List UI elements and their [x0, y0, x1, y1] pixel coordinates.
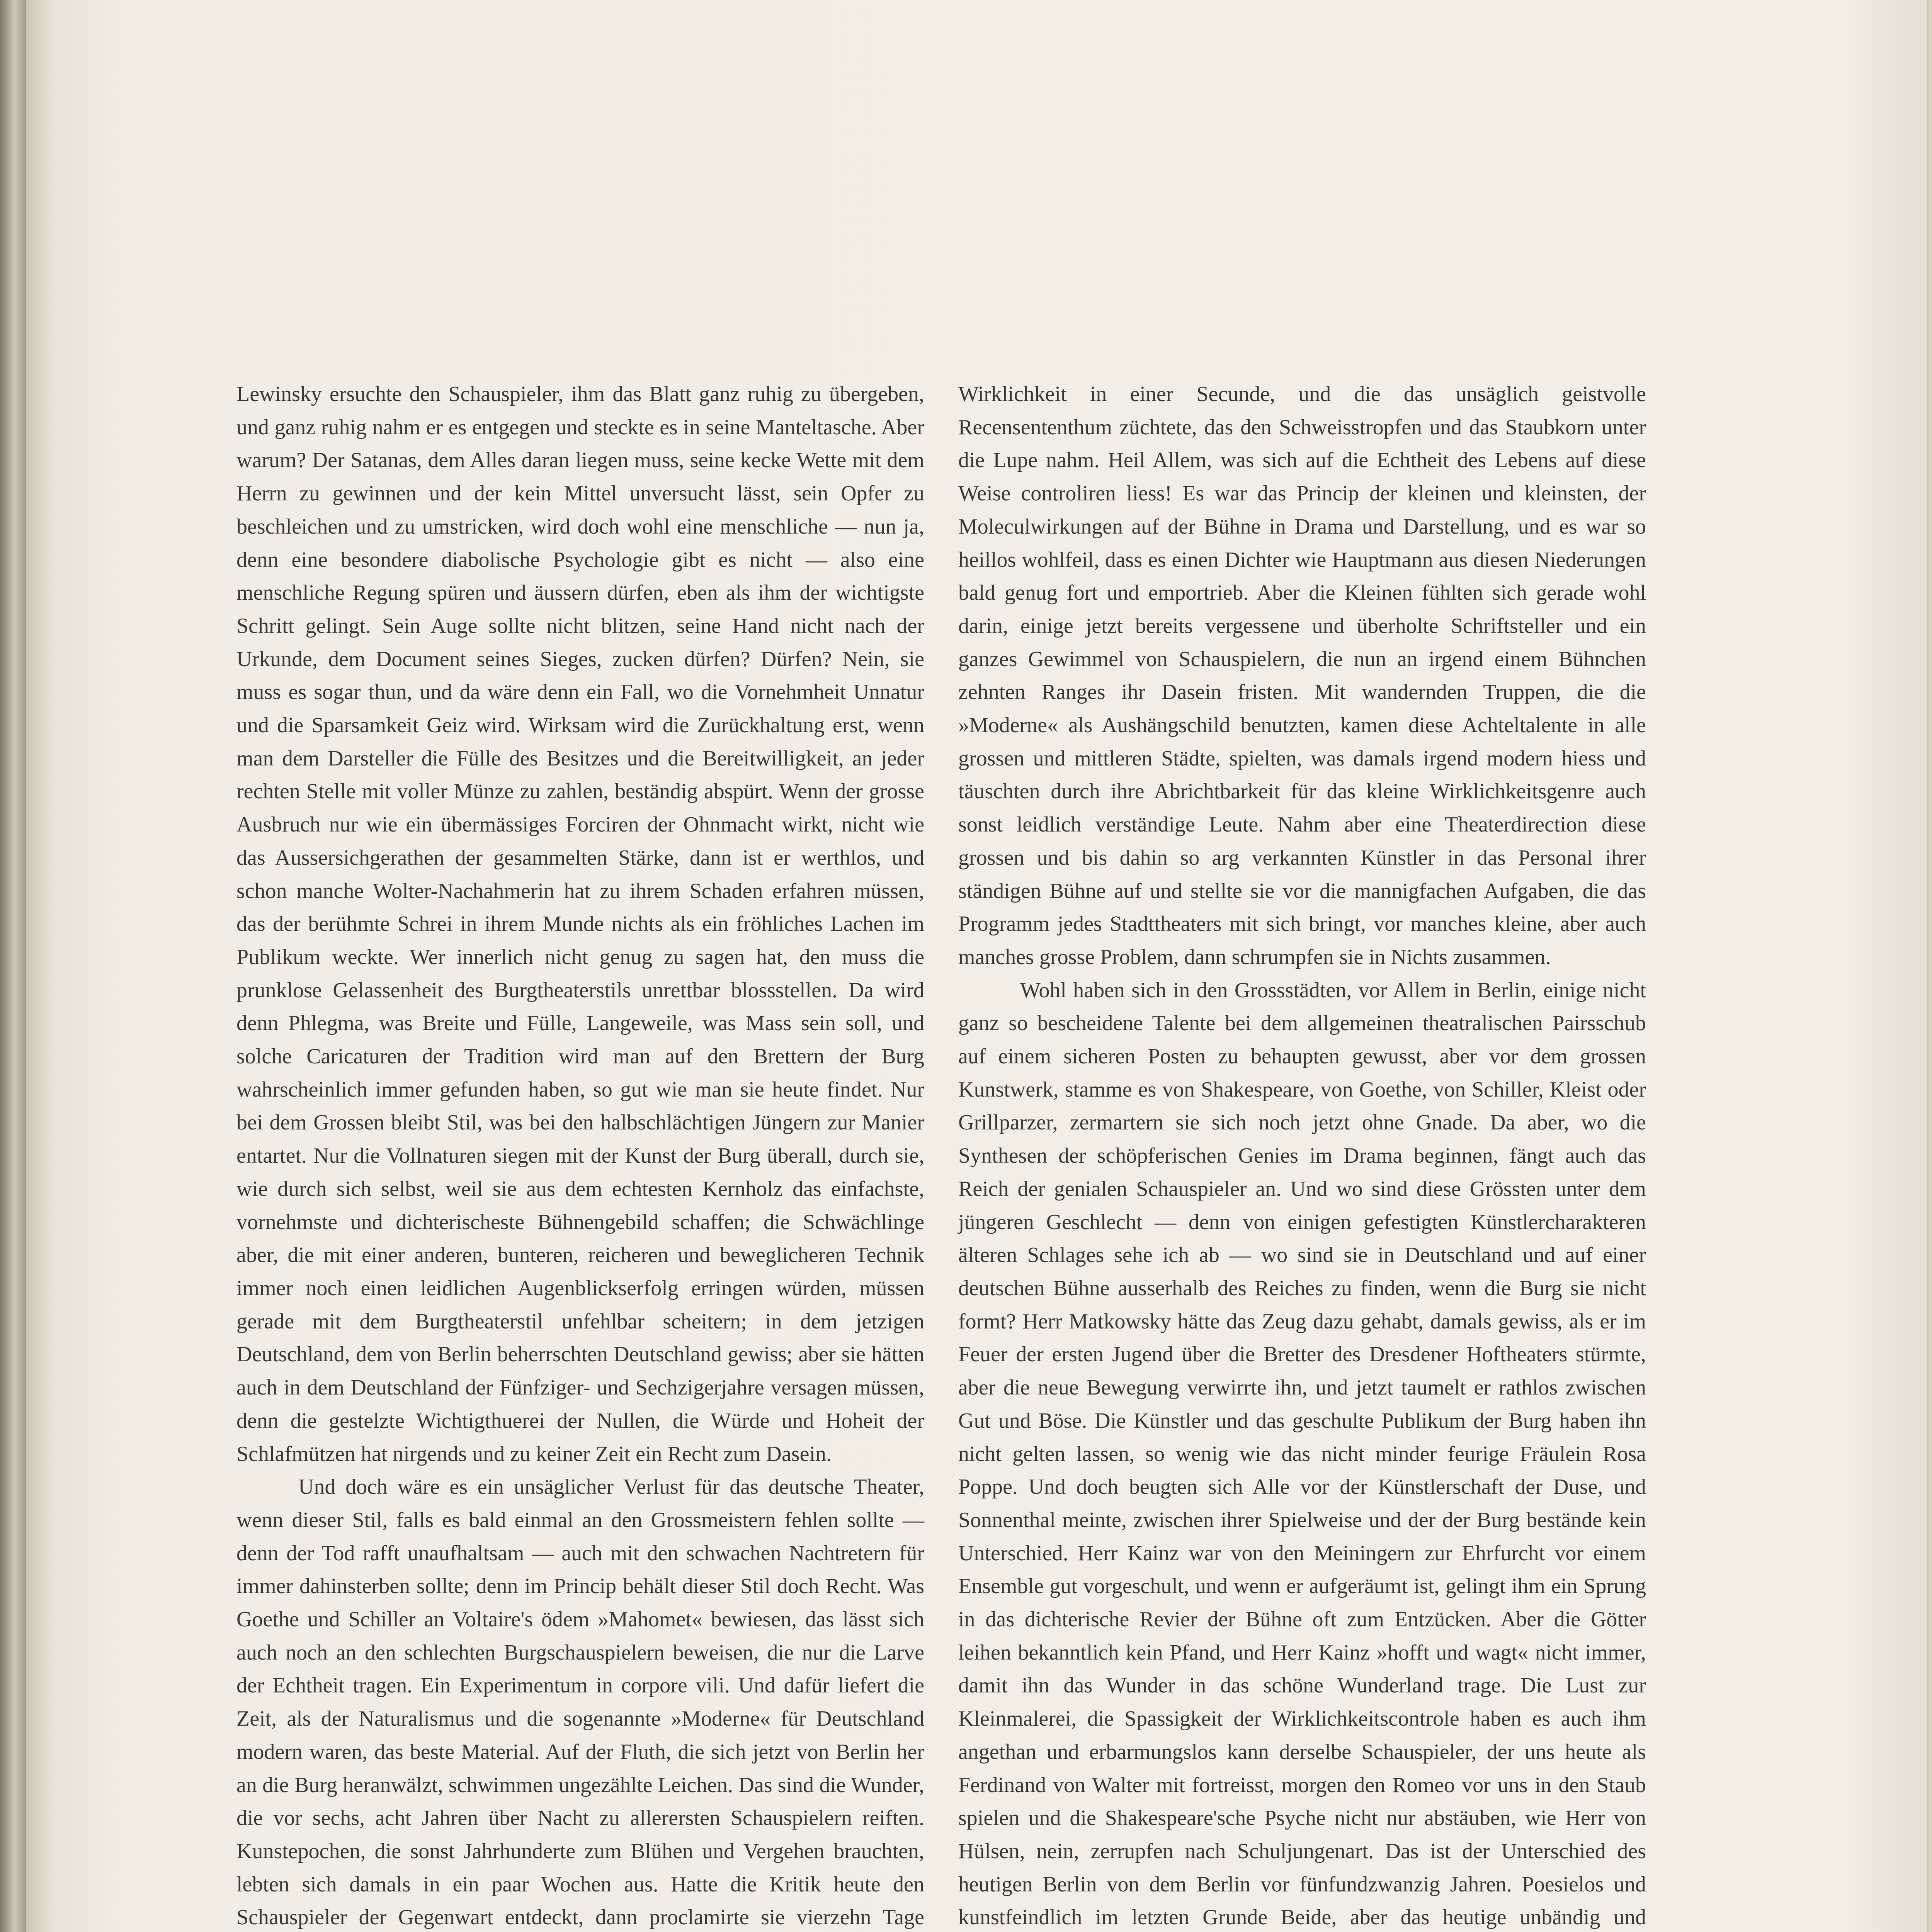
page-edges: [1927, 0, 1932, 1932]
previous-page-edge: [0, 0, 26, 1932]
paragraph: Lewinsky ersuchte den Schauspieler, ihm das Blatt ganz ruhig zu übergeben, und ganz ruhig nahm er es entgegen und steckte es in seine Manteltasche. Aber warum? Der Satanas, dem Alles daran liegen muss, seine kecke Wette mit dem Herrn zu gewinnen und der kein Mittel unversucht lässt, sein Opfer zu beschleichen und zu umstricken, wird doch wohl eine menschliche — nun ja, denn eine besondere diabolische Psychologie gibt es nicht — also eine menschliche Regung spüren und äussern dürfen, eben als ihm der wichtigste Schritt gelingt. Sein Auge sollte nicht blitzen, seine Hand nicht nach der Urkunde, dem Document seines Sieges, zucken dürfen? Dürfen? Nein, sie muss es sogar thun, und da wäre denn ein Fall, wo die Vornehmheit Unnatur und die Sparsamkeit Geiz wird. Wirksam wird die Zurückhaltung erst, wenn man dem Darsteller die Fülle des Besitzes und die Bereitwilligkeit, an jeder rechten Stelle mit voller Münze zu zahlen, beständig abspürt. Wenn der grosse Ausbruch nur wie ein übermässiges Forciren der Ohnmacht wirkt, nicht wie das Aussersichgerathen der gesammelten Stärke, dann ist er werthlos, und schon manche Wolter-Nachahmerin hat zu ihrem Schaden erfahren müssen, das der berühmte Schrei in ihrem Munde nichts als ein fröhliches Lachen im Publikum weckte. Wer innerlich nicht genug zu sagen hat, den muss die prunklose Gelassenheit des Burgtheaterstils unrettbar blossstellen. Da wird denn Phlegma, was Breite und Fülle, Langeweile, was Mass sein soll, und solche Caricaturen der Tradition wird man auf den Brettern der Burg wahrscheinlich immer gefunden haben, so gut wie man sie heute findet. Nur bei dem Grossen bleibt Stil, was bei den halbschlächtigen Jüngern zur Manier entartet. Nur die Vollnaturen siegen mit der Kunst der Burg überall, durch sie, wie durch sich selbst, weil sie aus dem echtesten Kernholz das einfachste, vornehmste und dichterischeste Bühnengebild schaffen; die Schwächlinge aber, die mit einer anderen, bunteren, reicheren und beweglicheren Technik immer noch einen leidlichen Augenblickserfolg erringen würden, müssen gerade mit dem Burgtheaterstil unfehlbar scheitern; in dem jetzigen Deutschland, dem von Berlin beherrschten Deutschland gewiss; aber sie hätten auch in dem Deutschland der Fünfziger- und Sechzigerjahre versagen müssen, denn die gestelzte Wichtigthuerei der Nullen, die Würde und Hoheit der Schlafmützen hat nirgends und zu keiner Zeit ein Recht zum Dasein.: [236, 382, 924, 1466]
paragraph: Und doch wäre es ein unsäglicher Verlust für das deutsche Theater, wenn dieser Stil, falls es bald einmal an den Grossmeistern fehlen sollte — denn der Tod rafft unaufhaltsam — auch mit den schwachen Nachtretern für immer dahinsterben sollte; denn im Princip behält dieser Stil doch Recht. Was Goethe und Schiller an Voltaire's ödem »Mahomet« bewiesen, das lässt sich auch noch an den schlechten Burgschauspielern beweisen, die nur die Larve der Echtheit tragen. Ein Experimentum in corpore vili. Und dafür liefert die Zeit, als der Naturalismus und die sogenannte »Moderne« für Deutschland modern waren, das beste Material. Auf der Fluth, die sich jetzt von Berlin her an die Burg heranwälzt, schwimmen ungezählte Leichen. Das sind die Wunder, die vor sechs, acht Jahren über Nacht zu allerersten Schauspielern reiften. Kunstepochen, die sonst Jahrhunderte zum Blühen und Vergehen brauchten, lebten sich damals in ein paar Wochen aus. Hatte die Kritik heute den Schauspieler der Gegenwart entdeckt, dann proclamirte sie vierzehn Tage: [236, 1475, 924, 1930]
paragraph: Wohl haben sich in den Grossstädten, vor Allem in Berlin, einige nicht ganz so bescheidene Talente bei dem allgemeinen theatralischen Pairsschub auf einem sicheren Posten zu behaupten gewusst, aber vor dem grossen Kunstwerk, stamme es von Shakespeare, von Goethe, von Schiller, Kleist oder Grillparzer, zermartern sie sich noch jetzt ohne Gnade. Da aber, wo die Synthesen der schöpferischen Genies im Drama beginnen, fängt auch das Reich der genialen Schauspieler an. Und wo sind diese Grössten unter dem jüngeren Geschlecht — denn von einigen gefestigten Künstlercharakteren älteren Schlages sehe ich ab — wo sind sie in Deutschland und auf einer deutschen Bühne ausserhalb des Reiches zu finden, wenn die Burg sie nicht formt? Herr Matkowsky hätte das Zeug dazu gehabt, damals gewiss, als er im Feuer der ersten Jugend über die Bretter des Dresdener Hoftheaters stürmte, aber die neue Bewegung verwirrte ihn, und jetzt taumelt er rathlos zwischen Gut und Böse. Die Künstler und das geschulte Publikum der Burg haben ihn nicht gelten lassen, so wenig wie das nicht minder feurige Fräulein Rosa Poppe. Und doch beugten sich Alle vor der Künstlerschaft der Duse, und Sonnenthal meinte, zwischen ihrer Spielweise und der der Burg bestände kein Unterschied. Herr Kainz war von den Meiningern zur Ehrfurcht vor einem Ensemble gut vorgeschult, und wenn er aufgeräumt ist, gelingt ihm ein Sprung in das dichterische Revier der Bühne oft zum Entzücken. Aber die Götter leihen bekanntlich kein Pfand, und Herr Kainz »hofft und wagt« nicht immer, damit ihn das Wunder in das schöne Wunderland trage. Die Lust zur Kleinmalerei, die Spassigkeit der Wirklichkeitscontrole haben es auch ihm angethan und erbarmungslos kann derselbe Schauspieler, der uns heute als Ferdinand von Walter mit fortreisst, morgen den Romeo vor uns in den Staub spielen und die Shakespeare'sche Psyche nicht nur abstäuben, wie Herr von Hülsen, nein, zerrupfen nach Schuljungenart. Das ist der Unterschied des heutigen Berlin von dem Berlin vor fünfundzwanzig Jahren. Poesielos und kunstfeindlich im letzten Grunde Beide, aber das heutige unbändig und: [958, 978, 1646, 1930]
text-column-left: [236, 378, 924, 1932]
text-column-right: [958, 378, 1646, 1932]
paragraph: Wirklichkeit in einer Secunde, und die das unsäglich geistvolle Recensententhum züchtete, das den Schweisstropfen und das Staubkorn unter die Lupe nahm. Heil Allem, was sich auf die Echtheit des Lebens auf diese Weise controliren liess! Es war das Princip der kleinen und kleinsten, der Moleculwirkungen auf der Bühne in Drama und Darstellung, und es war so heillos wohlfeil, dass es einen Dichter wie Hauptmann aus diesen Niederungen bald genug fort und emportrieb. Aber die Kleinen fühlten sich gerade wohl darin, einige jetzt bereits vergessene und überholte Schriftsteller und ein ganzes Gewimmel von Schauspielern, die nun an irgend einem Bühnchen zehnten Ranges ihr Dasein fristen. Mit wandernden Truppen, die die »Moderne« als Aushängschild benutzten, kamen diese Achteltalente in alle grossen und mittleren Städte, spielten, was damals irgend modern hiess und täuschten durch ihre Abrichtbarkeit für das kleine Wirklichkeitsgenre auch sonst leidlich verständige Leute. Nahm aber eine Theaterdirection diese grossen und bis dahin so arg verkannten Künstler in das Personal ihrer ständigen Bühne auf und stellte sie vor die mannigfachen Aufgaben, die das Programm jedes Stadttheaters mit sich bringt, vor manches kleine, aber auch manches grosse Problem, dann schrumpfen sie in Nichts zusammen.: [958, 382, 1646, 969]
